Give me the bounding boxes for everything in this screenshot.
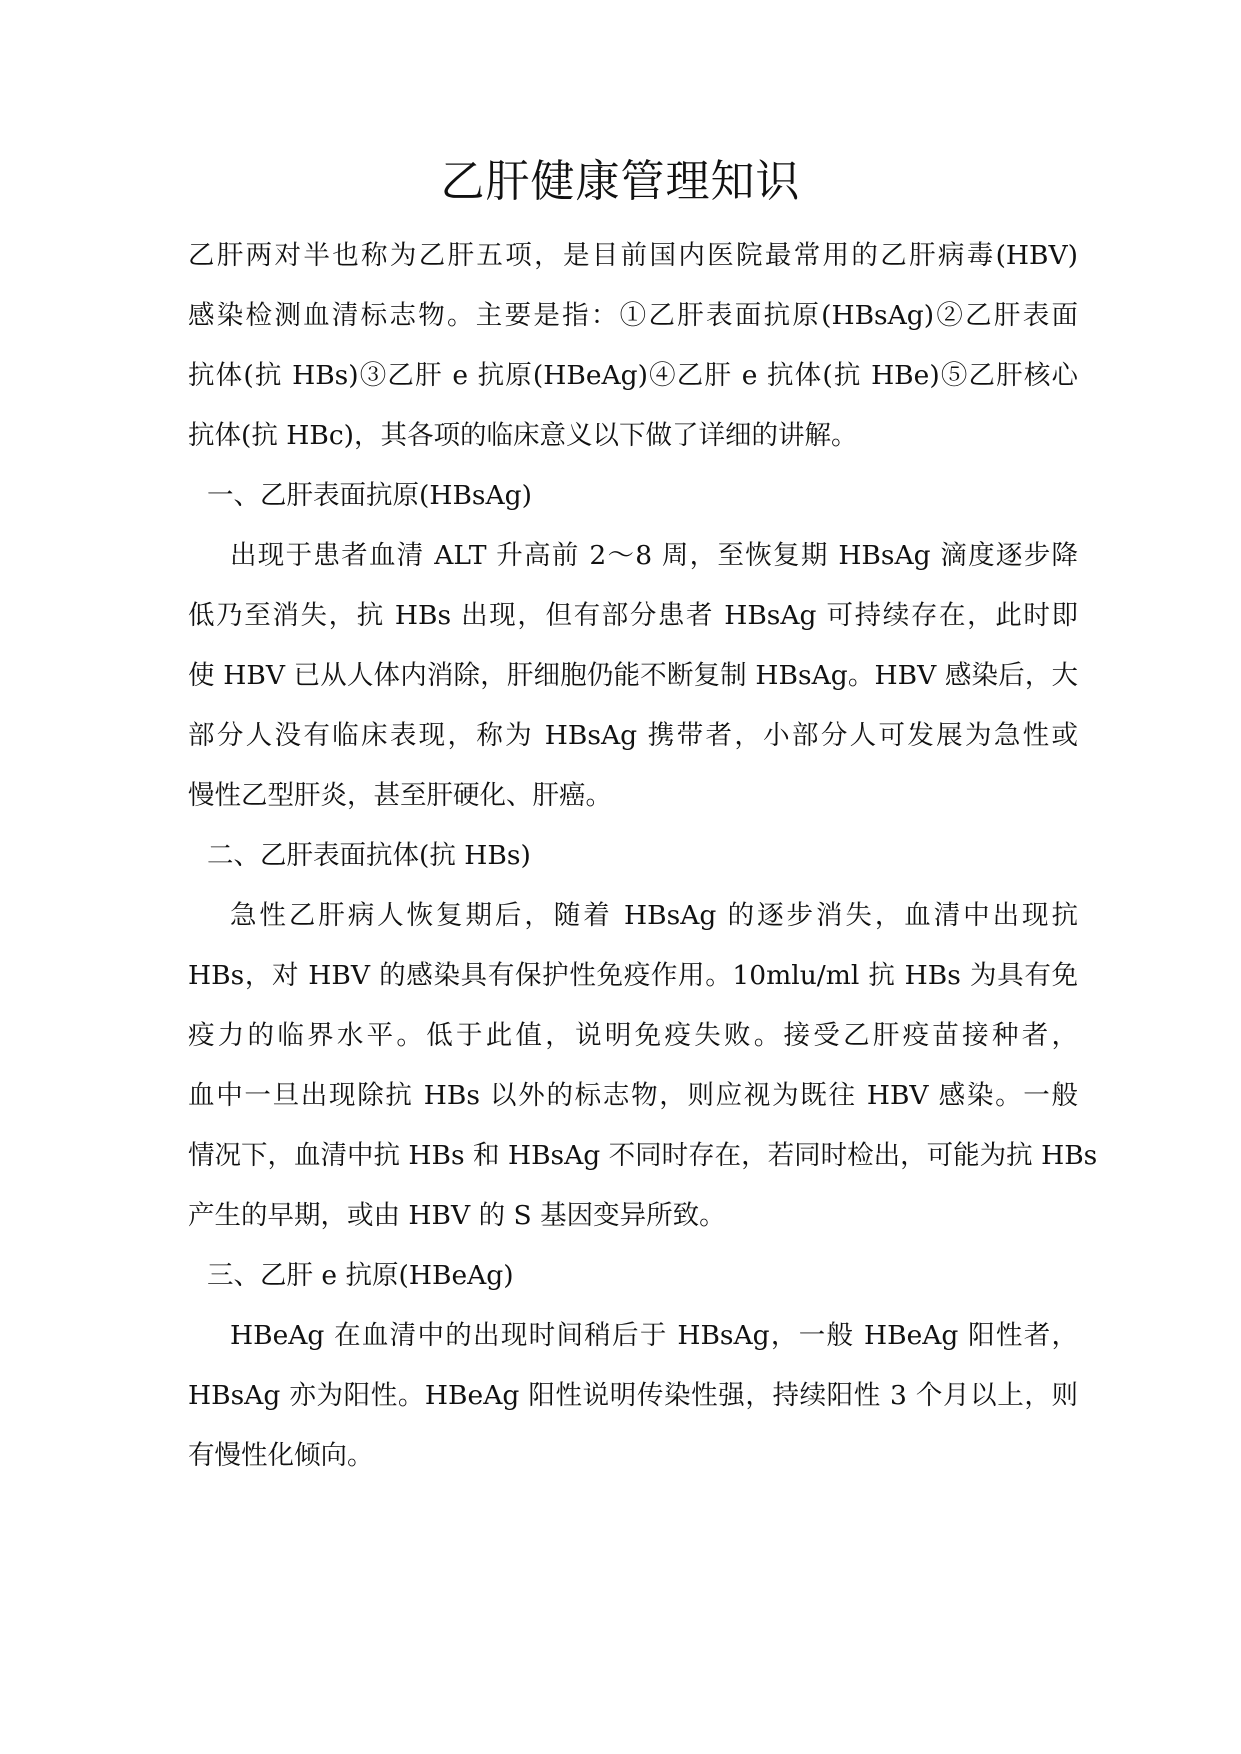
section1-line-1: 出现于患者血清 ALT 升高前 2～8 周，至恢复期 HBsAg 滴度逐步降 [230, 540, 1078, 571]
section3-line-2: HBsAg 亦为阳性。HBeAg 阳性说明传染性强，持续阳性 3 个月以上，则 [188, 1380, 1078, 1411]
intro-line-3: 抗体(抗 HBs)③乙肝 e 抗原(HBeAg)④乙肝 e 抗体(抗 HBe)⑤乙肝核心 [188, 360, 1078, 391]
section1-line-3: 使 HBV 已从人体内消除，肝细胞仍能不断复制 HBsAg。HBV 感染后，大 [188, 660, 1078, 691]
section1-line-4: 部分人没有临床表现，称为 HBsAg 携带者，小部分人可发展为急性或 [188, 720, 1078, 751]
intro-line-1: 乙肝两对半也称为乙肝五项，是目前国内医院最常用的乙肝病毒(HBV) [188, 240, 1078, 271]
document-title: 乙肝健康管理知识 [440, 156, 801, 207]
section3-line-3: 有慢性化倾向。 [188, 1440, 374, 1471]
section-heading-hbsag: 一、乙肝表面抗原(HBsAg) [207, 480, 532, 511]
section1-line-5: 慢性乙型肝炎，甚至肝硬化、肝癌。 [188, 780, 612, 811]
section2-line-6: 产生的早期，或由 HBV 的 S 基因变异所致。 [188, 1200, 726, 1231]
section2-line-2: HBs，对 HBV 的感染具有保护性免疫作用。10mlu/ml 抗 HBs 为具有免 [188, 960, 1078, 991]
intro-line-2: 感染检测血清标志物。主要是指：①乙肝表面抗原(HBsAg)②乙肝表面 [188, 300, 1078, 331]
intro-line-4: 抗体(抗 HBc)，其各项的临床意义以下做了详细的讲解。 [188, 420, 858, 451]
section2-line-4: 血中一旦出现除抗 HBs 以外的标志物，则应视为既往 HBV 感染。一般 [188, 1080, 1078, 1111]
section-heading-hbeag: 三、乙肝 e 抗原(HBeAg) [207, 1260, 514, 1291]
section-heading-anti-hbs: 二、乙肝表面抗体(抗 HBs) [207, 840, 531, 871]
section2-line-3: 疫力的临界水平。低于此值，说明免疫失败。接受乙肝疫苗接种者， [188, 1020, 1078, 1051]
section2-line-5: 情况下，血清中抗 HBs 和 HBsAg 不同时存在，若同时检出，可能为抗 HBs [188, 1140, 1098, 1171]
section2-line-1: 急性乙肝病人恢复期后，随着 HBsAg 的逐步消失，血清中出现抗 [230, 900, 1078, 931]
section1-line-2: 低乃至消失，抗 HBs 出现，但有部分患者 HBsAg 可持续存在，此时即 [188, 600, 1078, 631]
section3-line-1: HBeAg 在血清中的出现时间稍后于 HBsAg，一般 HBeAg 阳性者， [230, 1320, 1078, 1351]
